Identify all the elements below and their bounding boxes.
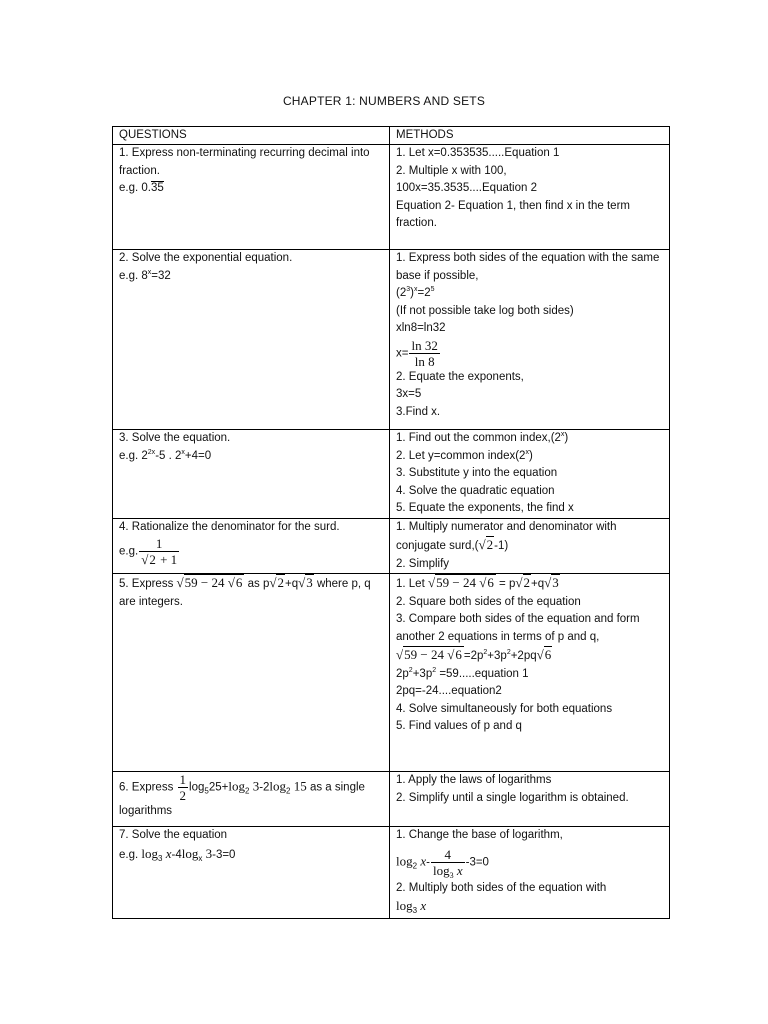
question-cell: [113, 250, 390, 430]
method-step: 2. Simplify until a single logarithm is obtained.: [396, 791, 629, 804]
method-step: 2. Square both sides of the equation: [396, 595, 581, 608]
method-cell: [390, 518, 670, 574]
table-row: [113, 772, 670, 827]
table-row: [113, 250, 670, 430]
question-text: 5. Express √59 − 24 √6 as p√2+q√3 where p, q are integers.: [119, 575, 371, 608]
method-step: 2. Multiply both sides of the equation with: [396, 881, 607, 894]
question-text: 7. Solve the equation: [119, 829, 228, 841]
method-step: 2. Equate the exponents,: [396, 370, 524, 383]
fraction: $\frac{\ln 32}{\ln 8}$: [411, 337, 438, 369]
method-cell: [390, 430, 670, 519]
table-row: [113, 574, 670, 772]
method-step: 3. Compare both sides of the equation and form another 2 equations in terms of p and q,: [396, 613, 640, 643]
method-step: conjugate surd,(√2-1): [396, 537, 509, 552]
question-example: e.g. 0.35: [119, 182, 164, 194]
question-text: 6. Express $\frac{1}{2}$ $\log_525+\log_2$ $3-2\log_2$ 15 as a single logarithms: [119, 772, 365, 817]
method-cell: [390, 145, 670, 250]
fraction: $\frac{1}{2}$: [179, 772, 187, 803]
method-step: 100x=35.3535....Equation 2: [396, 182, 537, 194]
fraction: $\frac{4}{\log_3 x}$: [432, 846, 463, 880]
method-cell: [390, 827, 670, 919]
method-step: 3. Substitute y into the equation: [396, 467, 558, 479]
method-step: 4. Solve simultaneously for both equations: [396, 702, 613, 715]
questions-methods-table: [112, 126, 670, 919]
method-step: $(2^3)^x=2^5$: [396, 286, 435, 299]
method-cell: [390, 250, 670, 430]
method-step: xln8=ln32: [396, 322, 446, 334]
question-cell: [113, 430, 390, 519]
table-row: [113, 518, 670, 574]
question-cell: [113, 827, 390, 919]
method-step: (If not possible take log both sides): [396, 304, 574, 317]
method-step: 2. Let y=common index(2$^x$): [396, 448, 533, 462]
method-step: 5. Equate the exponents, the find x: [396, 502, 574, 514]
method-step: 1. Express both sides of the equation with the same base if possible,: [396, 252, 660, 282]
question-cell: [113, 574, 390, 772]
method-step: √59 − 24 $√6 =2p^2+3p^2+2pq√6$: [396, 647, 552, 662]
method-step: 2. Multiple x with 100,: [396, 164, 507, 177]
method-cell: [390, 772, 670, 827]
method-step: 4. Solve the quadratic equation: [396, 484, 555, 497]
method-cell: [390, 574, 670, 772]
method-step: 5. Find values of p and q: [396, 720, 522, 732]
method-step: Equation 2- Equation 1, then find x in the term fraction.: [396, 199, 630, 229]
method-step: x= $\frac{\ln 32}{\ln 8}$: [396, 337, 438, 369]
question-cell: [113, 145, 390, 250]
method-step: 1. Let x=0.353535.....Equation 1: [396, 147, 560, 159]
table-row: [113, 145, 670, 250]
table-header-row: [113, 127, 670, 145]
table-row: [113, 827, 670, 919]
question-text: 3. Solve the equation.: [119, 432, 231, 444]
method-step: 3.Find x.: [396, 405, 441, 418]
method-step: 1. Apply the laws of logarithms: [396, 774, 552, 786]
methods-header: METHODS: [390, 127, 670, 145]
question-example: e.g. $2^{2x}-5$ . $2^x+4=0$: [119, 448, 212, 462]
method-step: 1. Find out the common index,(2$^x$): [396, 431, 569, 444]
fraction: $\frac{1}{√2 + 1}$: [141, 536, 178, 567]
method-step: 1. Let √59 − 24 √6 = p√2+q√3: [396, 575, 559, 590]
question-example: e.g. $8^x=32$: [119, 268, 171, 282]
question-cell: [113, 772, 390, 827]
method-step: 2. Simplify: [396, 557, 450, 570]
question-text: 4. Rationalize the denominator for the surd.: [119, 520, 340, 533]
question-example: e.g. $\frac{1}{√2 + 1}$: [119, 536, 178, 567]
table-row: [113, 430, 670, 519]
method-step: 1. Change the base of logarithm,: [396, 829, 563, 841]
question-example: e.g. $\log_3 x-4\log_x$ 3-3=0: [119, 845, 236, 863]
method-step: $\log_2 x-$ $\frac{4}{\log_3 x}$ -3=0: [396, 846, 489, 880]
question-cell: [113, 518, 390, 574]
method-step: $2p^2+3p^2$ =59.....equation 1: [396, 666, 529, 680]
questions-header: QUESTIONS: [113, 127, 390, 145]
page-title: CHAPTER 1: NUMBERS AND SETS: [282, 94, 486, 108]
method-step: 1. Multiply numerator and denominator with: [396, 520, 617, 533]
question-text: 1. Express non-terminating recurring decimal into fraction.: [119, 147, 370, 177]
method-step: 2pq=-24....equation2: [396, 685, 502, 697]
question-text: 2. Solve the exponential equation.: [119, 252, 293, 264]
method-step: 3x=5: [396, 388, 422, 400]
method-step: $\log_3 x$: [396, 898, 427, 915]
